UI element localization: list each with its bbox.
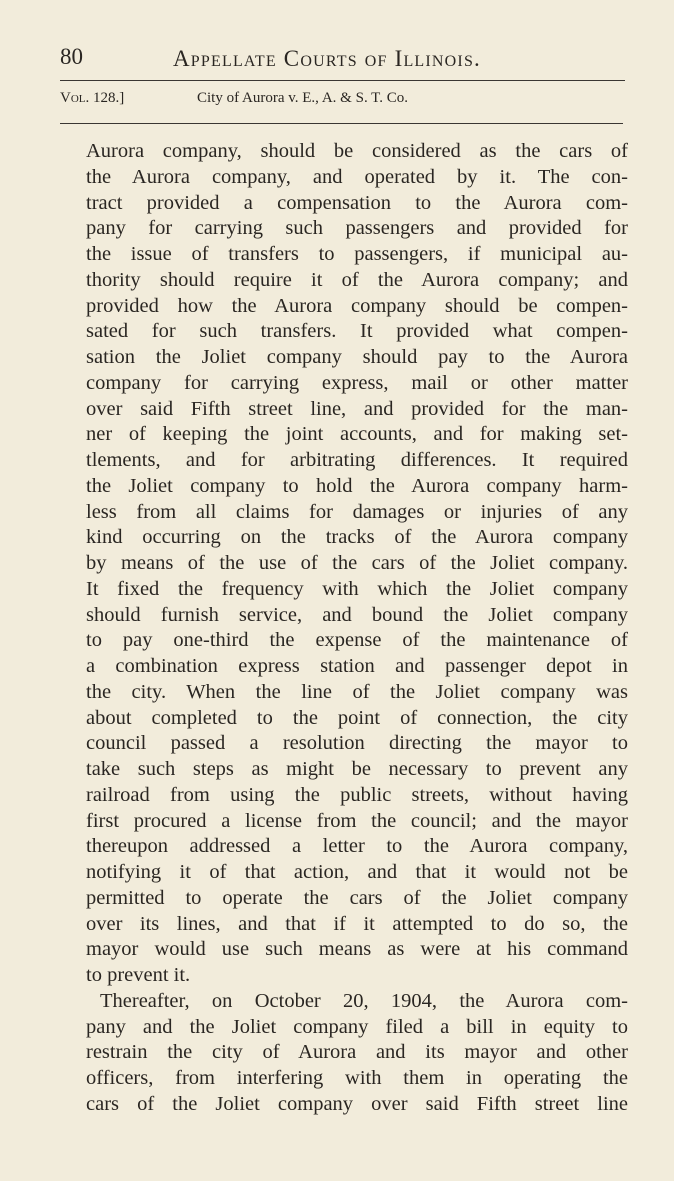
text-line: restrain the city of Aurora and its mayor and other [86,1041,628,1064]
text-line: notifying it of that action, and that it would not be [86,861,628,883]
text-line: permitted to operate the cars of the Joliet company [86,886,628,909]
text-line: pany for carrying such passengers and provided for [86,217,628,240]
text-line: company for carrying express, mail or other matter [86,371,628,394]
text-line: mayor would use such means as were at his command [86,938,628,961]
text-line: the city. When the line of the Joliet company was [86,680,628,703]
case-caption: City of Aurora v. E., A. & S. T. Co. [197,90,408,106]
volume-label: Vol. 128.] [60,90,125,106]
text-line: thority should require it of the Aurora company; and [86,268,628,291]
text-line: It fixed the frequency with which the Joliet company [86,577,628,600]
text-line: about completed to the point of connection, the city [86,706,628,729]
text-line: thereupon addressed a letter to the Aurora company, [86,835,628,858]
text-line: provided how the Aurora company should be compen- [86,294,628,317]
header-rule-bottom [60,123,623,124]
text-line: sated for such transfers. It provided what compen- [86,320,628,343]
text-line: tract provided a compensation to the Aurora com- [86,191,628,214]
page-number: 80 [60,44,83,69]
text-line: to prevent it. [86,964,191,986]
header-rule-top [60,80,625,81]
text-line: pany and the Joliet company filed a bill in equity to [86,1015,628,1038]
text-line: a combination express station and passenger depot in [86,655,628,677]
running-title: Appellate Courts of Illinois. [173,46,482,71]
text-line: take such steps as might be necessary to prevent any [86,758,628,780]
text-line: Aurora company, should be considered as the cars of [86,140,628,162]
body-text [86,139,628,1118]
text-line: railroad from using the public streets, without having [86,783,628,806]
text-line: to pay one-third the expense of the maintenance of [86,629,628,652]
text-line: ner of keeping the joint accounts, and for making set- [86,423,628,446]
text-line: over its lines, and that if it attempted to do so, the [86,912,628,935]
text-line: sation the Joliet company should pay to the Aurora [86,346,628,368]
text-line: the issue of transfers to passengers, if municipal au- [86,243,628,265]
text-line: kind occurring on the tracks of the Aurora company [86,526,628,549]
text-line: should furnish service, and bound the Joliet company [86,603,628,626]
text-line: less from all claims for damages or injuries of any [86,500,628,523]
text-line: the Joliet company to hold the Aurora company harm- [86,474,628,497]
text-line: the Aurora company, and operated by it. The con- [86,165,628,188]
text-line: tlements, and for arbitrating differences. It required [86,449,628,471]
text-line: over said Fifth street line, and provided for the man- [86,397,628,420]
text-line: cars of the Joliet company over said Fifth street line [86,1092,628,1115]
text-line: by means of the use of the cars of the Joliet company. [86,552,628,574]
text-line: first procured a license from the council; and the mayor [86,809,628,832]
text-line: officers, from interfering with them in operating the [86,1067,628,1089]
text-line: council passed a resolution directing the mayor to [86,732,628,755]
text-line: Thereafter, on October 20, 1904, the Aurora com- [100,989,628,1012]
